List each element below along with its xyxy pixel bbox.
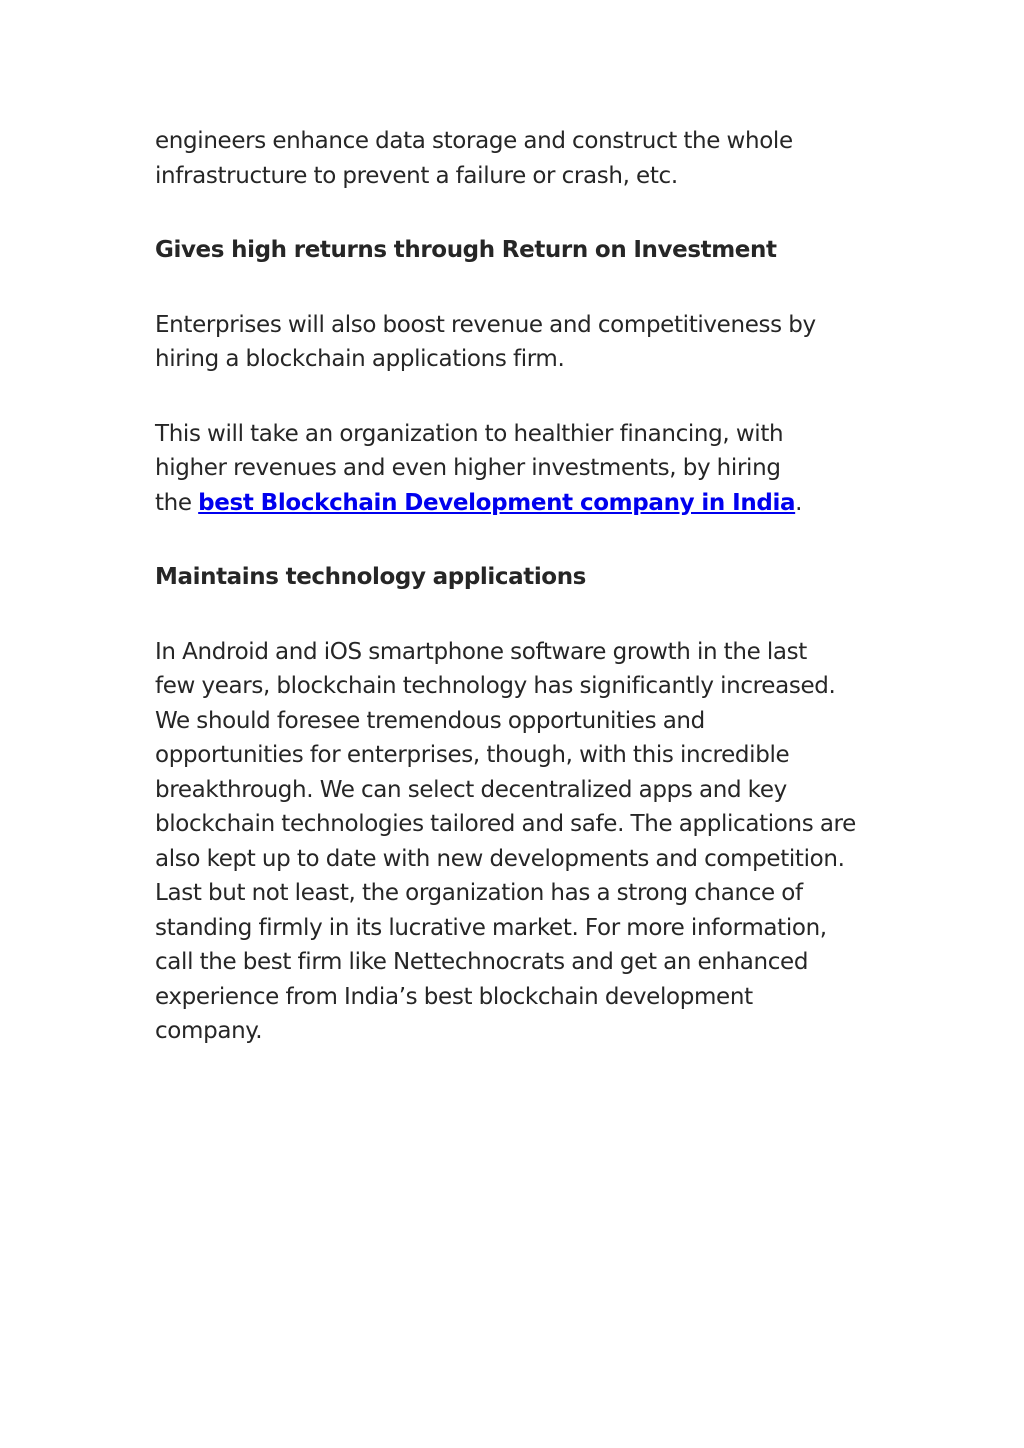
text-line: hiring a blockchain applications firm. [155, 346, 565, 372]
link-prefix-text: the [155, 489, 199, 516]
paragraph-financing [155, 417, 875, 521]
text-line-with-link [155, 486, 875, 521]
link-suffix-text: . [795, 489, 803, 516]
heading-returns: Gives high returns through Return on Investment [155, 237, 777, 263]
text-line: infrastructure to prevent a failure or crash, etc. [155, 162, 678, 189]
text-line: breakthrough. We can select decentralized apps and key [155, 776, 787, 803]
paragraph-android-ios [155, 635, 875, 1049]
text-line: experience from India’s best blockchain development [155, 983, 753, 1010]
paragraph-gap [155, 520, 875, 560]
text-line: also kept up to date with new developments and competition. [155, 845, 845, 872]
text-line: higher revenues and even higher investments, by hiring [155, 455, 781, 481]
text-line: standing firmly in its lucrative market. For more information, [155, 914, 827, 941]
paragraph-enterprises [155, 308, 875, 377]
blockchain-company-link[interactable]: best Blockchain Development company in India [198, 489, 796, 516]
paragraph-gap [155, 377, 875, 417]
text-line: call the best firm like Nettechnocrats and get an enhanced [155, 949, 809, 975]
text-line: In Android and iOS smartphone software growth in the last [155, 638, 807, 665]
text-line: company. [155, 1018, 263, 1044]
paragraph-gap [155, 595, 875, 635]
paragraph-gap [155, 193, 875, 233]
heading-maintains: Maintains technology applications [155, 564, 586, 590]
text-line: This will take an organization to healthier financing, with [155, 420, 784, 447]
text-line: blockchain technologies tailored and safe. The applications are [155, 811, 856, 837]
text-line: We should foresee tremendous opportunities and [155, 707, 705, 734]
text-line: engineers enhance data storage and construct the whole [155, 128, 793, 154]
text-line: Last but not least, the organization has a strong chance of [155, 880, 803, 906]
text-line: few years, blockchain technology has significantly increased. [155, 673, 836, 699]
paragraph-gap [155, 268, 875, 308]
text-line: Enterprises will also boost revenue and competitiveness by [155, 311, 816, 338]
paragraph-infrastructure [155, 124, 875, 193]
text-line: opportunities for enterprises, though, with this incredible [155, 742, 790, 768]
document-page [155, 124, 875, 1049]
